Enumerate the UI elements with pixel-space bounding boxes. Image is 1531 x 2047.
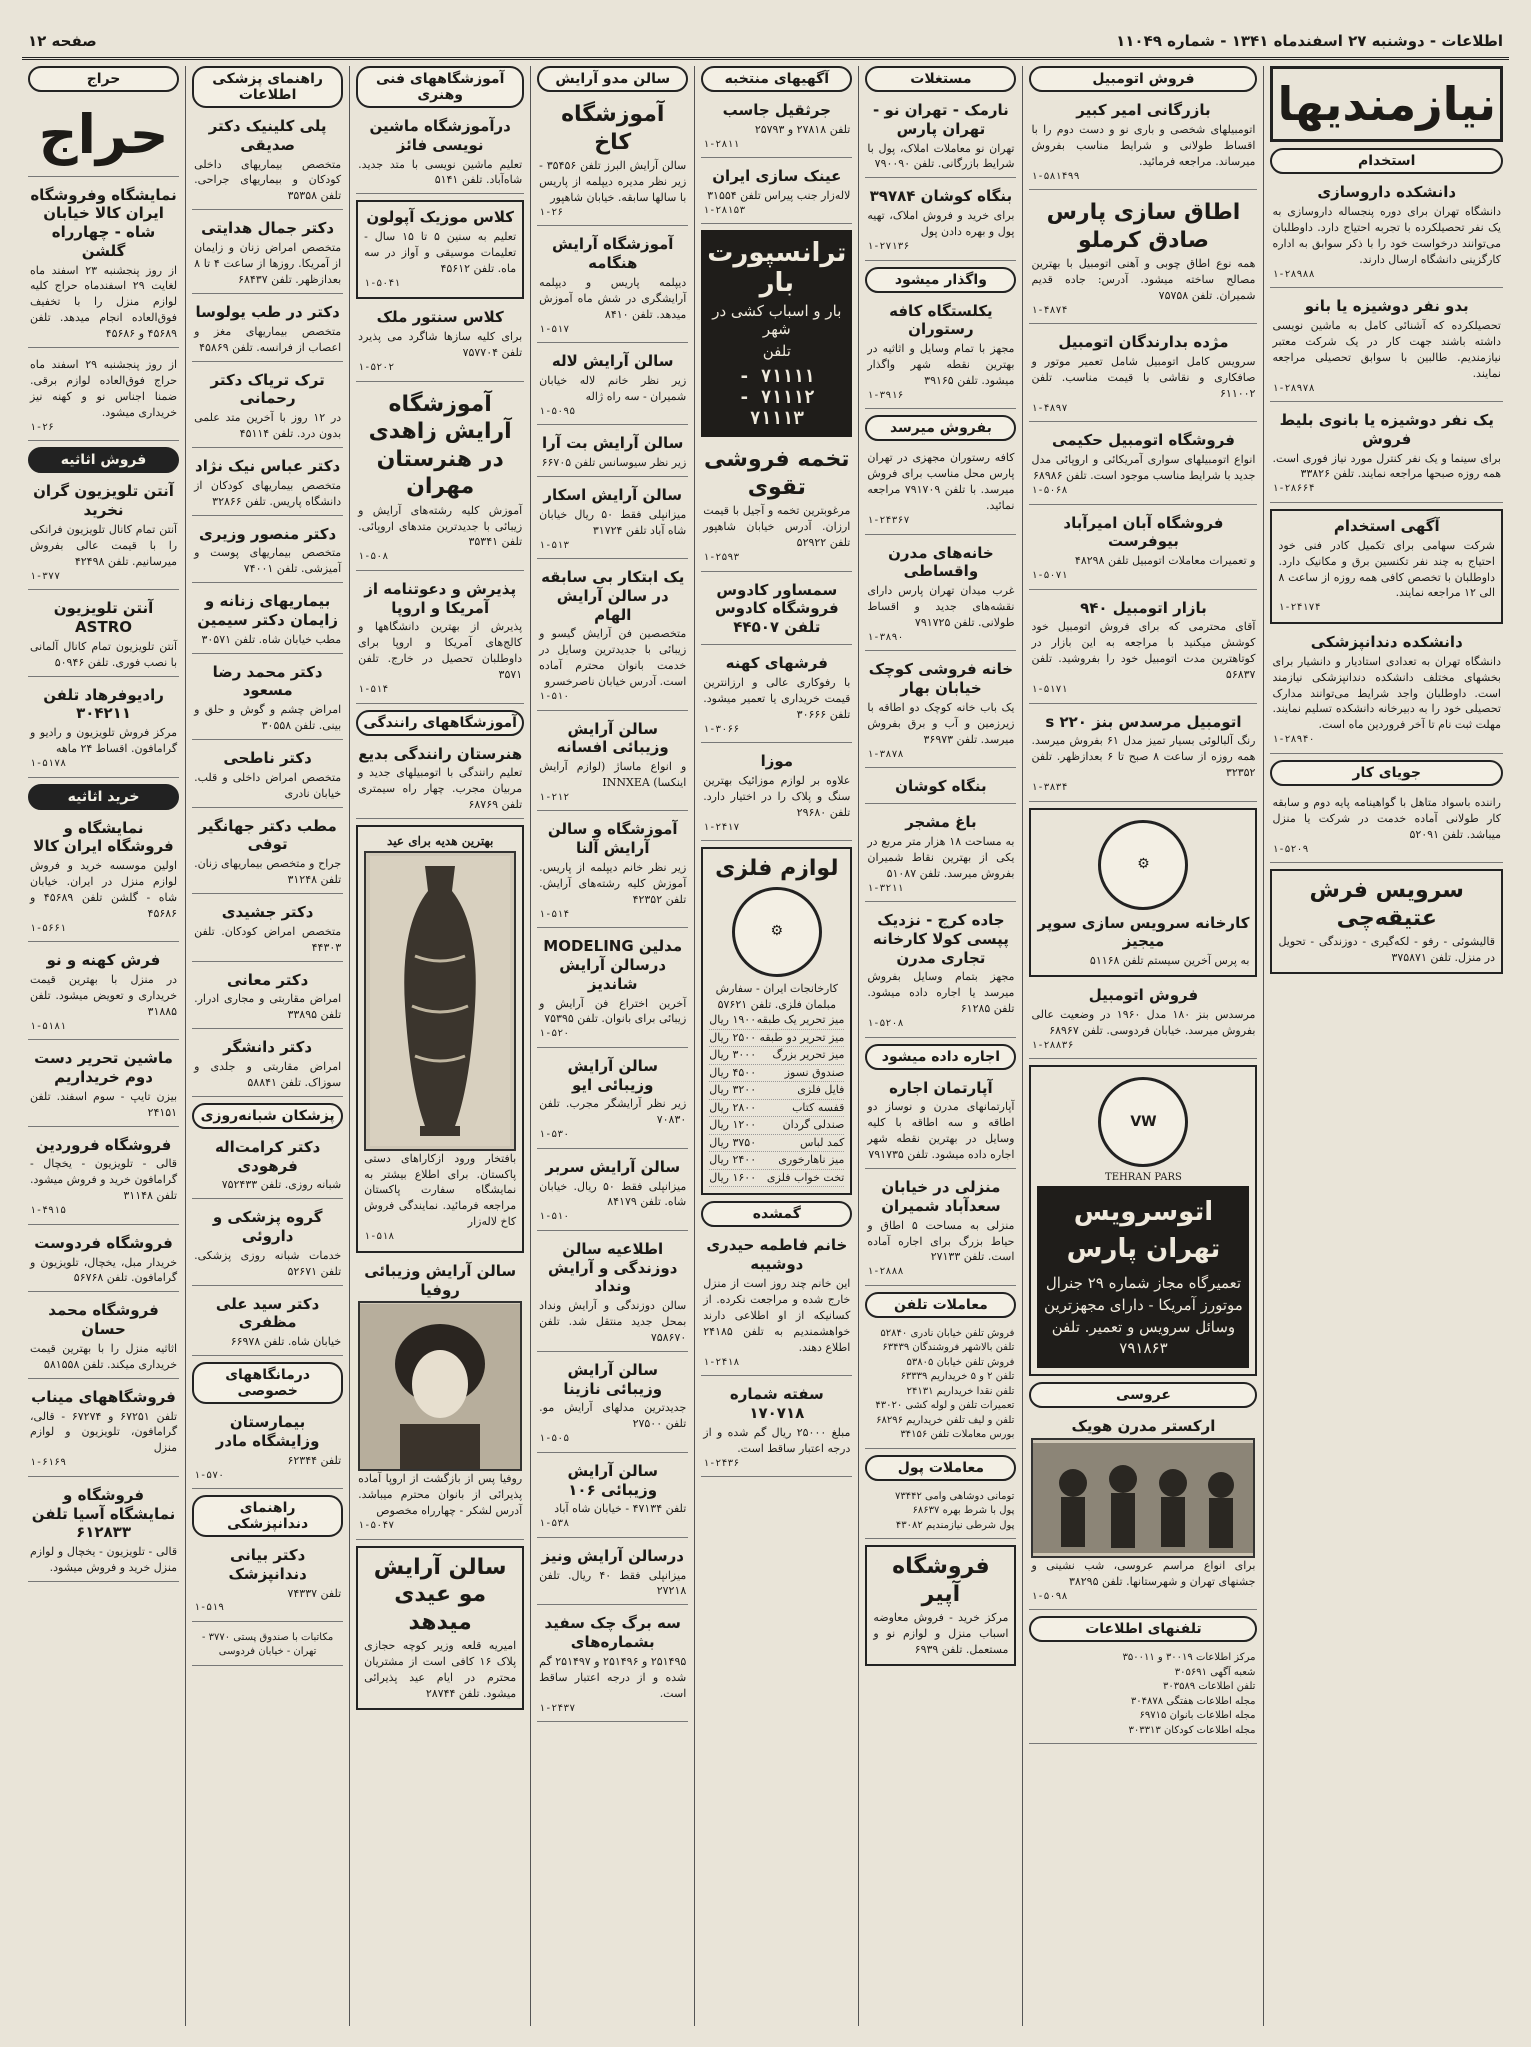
ad-item: سالن آرایش وزیبائی نازینا جدیدترین مدلهای آرایش مو. تلفن ۲۷۵۰۰ ۱-۵۰۵ (537, 1358, 688, 1453)
ad-item: سالن آرایش وزیبائی افسانه و انواع ماساژ (لوازم آرایش اینکسا) INNXEA ۱-۲۱۲ (537, 717, 688, 812)
ad-item: فروشگاه محمد حسان اثاثیه منزل را با بهترین قیمت خریداری میکند. تلفن ۵۸۱۵۵۸ (28, 1298, 179, 1378)
column-salons (530, 66, 694, 2026)
ad-item: تخمه فروشی تقوی مرغوبترین تخمه و آجیل با قیمت ارزان. آدرس خیابان شاهپور تلفن ۵۲۹۲۲ ۱-۲۵۹۳ (701, 443, 852, 571)
ad-apir-store: فروشگاه آپیر مرکز خرید - فروش معاوضه اسباب منزل و لوازم نو و مستعمل. تلفن ۶۹۳۹ (865, 1545, 1016, 1666)
ad-item: دکتر سید علی مظفری خیابان شاه. تلفن ۶۶۹۷۸ (192, 1292, 343, 1356)
ad-item: بنگاه کوشان ۳۹۷۸۴ برای خرید و فروش املاک، تهیه پول و بهره دادن پول ۱-۲۷۱۳۶ (865, 184, 1016, 260)
ad-item: ⚙ کارخانه سرویس سازی سوپر میجیز به پرس آخرین سیستم تلفن ۵۱۱۶۸ (1029, 808, 1257, 977)
ad-rofia: سالن آرایش وزیبائی روفیا روفیا پس از بازگشت از اروپا آماده پذیرائی از بانوان محترم میباشد. آدرس لشکر - چهارراه مخصوص ۱-۵۰۴۷ (356, 1259, 524, 1540)
ad-item: باغ مشجر به مساحت ۱۸ هزار متر مربع در یکی از بهترین نقاط شمیران بفروش میرسد. تلفن ۵۱۰۸۷ ۱-۳۲۱۱ (865, 810, 1016, 902)
issue-info: اطلاعات - دوشنبه ۲۷ اسفندماه ۱۳۴۱ - شماره ۱۱۰۴۹ (1116, 31, 1503, 50)
orchestra-illustration-icon (1033, 1443, 1253, 1553)
ad-item: نمایشگاه و فروشگاه ایران کالا اولین موسسه خرید و فروش لوازم منزل در ایران. خیابان شاه - گلشن تلفن ۴۵۶۸۹ و ۴۵۶۸۶ ۱-۵۶۶۱ (28, 816, 179, 943)
ad-auction-title: حراج (28, 98, 179, 177)
section-head-info-phones: تلفنهای اطلاعات (1029, 1616, 1257, 1642)
ad-item: دکتر معانی امراض مقاربتی و مجاری ادرار. تلفن ۳۳۸۹۵ (192, 968, 343, 1030)
ad-item: جرثقیل جاسب تلفن ۲۷۸۱۸ و ۲۵۷۹۳ ۱-۲۸۱۱ (701, 98, 852, 158)
section-head-employment: استخدام (1270, 148, 1503, 174)
ad-item: سه برگ چک سفید بشماره‌های ۲۵۱۴۹۵ و ۲۵۱۴۹۶ و ۲۵۱۴۹۷ گم شده و از درجه اعتبار ساقط است. ۱-۲۴۳۷ (537, 1611, 688, 1722)
ad-item: کافه رستوران مجهزی در تهران پارس محل مناسب برای فروش میرسد. با تلفن ۷۹۱۷۰۹ مراجعه نمائید. ۱-۲۴۳۶۷ (865, 447, 1016, 534)
ad-item: دکتر جشیدی متخصص امراض کودکان. تلفن ۴۴۳۰۳ (192, 900, 343, 962)
section-head-dental: راهنمای دندانپزشکی (192, 1495, 343, 1537)
car-logo-icon: ⚙ (1098, 820, 1188, 910)
ad-item: فروشگاههای میناب تلفن ۶۷۲۵۱ و ۶۷۲۷۴ - قالی، گرامافون، تلویزیون و لوازم منزل ۱-۶۱۶۹ (28, 1385, 179, 1477)
ad-item: اطلاعیه سالن دوزندگی و آرایش ونداد سالن دوزندگی و آرایش ونداد بمحل جدید منتقل شد. تلفن ۷۵۸۶۷۰ (537, 1237, 688, 1352)
ad-item: سالن آرایش اسکار میزانپلی فقط ۵۰ ریال خیابان شاه آباد تلفن ۳۱۷۲۴ ۱-۵۱۳ (537, 483, 688, 559)
section-head-selected: آگهیهای منتخبه (701, 66, 852, 92)
vase-caption: بهترین هدیه برای عید (387, 834, 494, 849)
logo-caption: TEHRAN PARS (1105, 1172, 1182, 1184)
ad-item: آموزشگاه و سالن آرایش آلنا زیر نظر خانم دیپلمه از پاریس. آموزش کلیه رشته‌های آرایش. تلفن ۴۲۳۵۲ ۱-۵۱۴ (537, 817, 688, 928)
section-head-furniture-buy: خرید اثاثیه (28, 784, 179, 810)
ad-item: کلاس موزیک آپولون تعلیم به سنین ۵ تا ۱۵ سال - تعلیمات موسیقی و آواز در سه ماه. تلفن ۴۵۶۱۲ ۱-۵۰۴۱ (356, 200, 524, 299)
ad-item: ماشین تحریر دست دوم خریداریم بیزن تایپ - سوم اسفند. تلفن ۲۴۱۵۱ (28, 1046, 179, 1126)
section-head-auction: حراج (28, 66, 179, 92)
ad-item: اطاق سازی پارس صادق کرملو همه نوع اطاق چوبی و آهنی اتومبیل با بهترین مصالح ساخته میشود. آدرس: جاده قدیم شمیران. تلفن ۷۵۷۵۸ ۱-۴۸۷۴ (1029, 196, 1257, 324)
mailing-footer: مکاتبات با صندوق پستی ۳۷۷۰ - تهران - خیابان فردوسی (192, 1628, 343, 1666)
column-selected (694, 66, 858, 2026)
section-head-money-trade: معاملات پول (865, 1455, 1016, 1481)
ad-item: فروشگاه فروردین قالی - تلویزیون - یخچال - گرامافون خرید و فروش میشود. تلفن ۳۱۱۴۸ ۱-۴۹۱۵ (28, 1133, 179, 1225)
ad-item: سالن آرایش لاله زیر نظر خانم لاله خیابان شمیران - سه راه ژاله ۱-۵۰۹۵ (537, 349, 688, 425)
ad-item: آگهی استخدام شرکت سهامی برای تکمیل کادر فنی خود احتیاج به چند نفر تکنسین برق و مکانیک دارد. داوطلبان با تخصص کافی همه روزه از ساعت ۸ الی ۱۲ مراجعه نمایند. ۱-۲۴۱۷۴ (1270, 509, 1503, 624)
section-head-medical: راهنمای پزشکی اطلاعات (192, 66, 343, 108)
section-head-salons: سالن مدو آرایش (537, 66, 688, 92)
column-auto (1022, 66, 1263, 2026)
ad-item: درآموزشگاه ماشین نویسی فائز تعلیم ماشین نویسی با متد جدید. شاه‌آباد. تلفن ۵۱۴۱ (356, 114, 524, 194)
ad-item: موزا علاوه بر لوازم موزائیک بهترین سنگ و پلاک را در اختیار دارد. تلفن ۲۹۶۸۰ ۱-۲۴۱۷ (701, 749, 852, 841)
ad-carpet-service: سرویس فرش عتیقه‌چی قالیشوئی - رفو - لکه‌گیری - دوزندگی - تحویل در منزل. تلفن ۳۷۵۸۷۱ (1270, 869, 1503, 974)
ad-item: درسالن آرایش ونیز میزانپلی فقط ۴۰ ریال. تلفن ۲۷۲۱۸ (537, 1544, 688, 1606)
section-head-transfer: واگذار میشود (865, 267, 1016, 293)
ad-item: از روز پنجشنبه ۲۹ اسفند ماه حراج فوق‌العاده لوازم برقی. ضمنا اجناس نو و کهنه نیز خریداری میشود. ۱-۲۶ (28, 354, 179, 441)
ad-item: دکتر دانشگر امراض مقاربتی و جلدی و سوزاک. تلفن ۵۸۸۴۱ (192, 1035, 343, 1097)
column-auction (22, 66, 185, 2026)
ad-item: پلی کلینیک دکتر صدیقی متخصص بیماریهای داخلی کودکان و بیماریهای جراحی. تلفن ۳۵۳۵۸ (192, 114, 343, 210)
section-head-auto: فروش اتومبیل (1029, 66, 1257, 92)
ad-item: آموزشگاه آرایش زاهدی در هنرستان مهران آموزش کلیه رشته‌های آرایش و زیبائی با جدیدترین متدهای اروپائی. تلفن ۳۵۳۴۱ ۱-۵۰۸ (356, 388, 524, 571)
ad-item: فروشگاه و نمایشگاه آسیا تلفن ۶۱۲۸۳۳ قالی - تلویزیون - یخچال و لوازم منزل خرید و فروش میشود. (28, 1483, 179, 1582)
ad-metal-furniture: لوازم فلزی ⚙ کارخانجات ایران - سفارش مبلمان فلزی. تلفن ۵۷۶۲۱ میز تحریر یک طبقه ۱۹۰۰ ریال میز تحریر دو طبقه ۲۵۰۰ ریال میز تحریر بزرگ ۳۰۰۰ ریال صندوق نسوز ۴۵۰۰ ریال فایل فلزی ۳۲۰۰ ریال قفسه کتاب ۲۸۰۰ ریال صندلی گردان ۱۲۰۰ ریال کمد لباس ۳۷۵۰ ریال میز ناهارخوری ۲۴۰۰ ریال تخت خواب فلزی ۱۶۰۰ ریال (701, 847, 852, 1195)
ad-item: دانشکده داروسازی دانشگاه تهران برای دوره پنجساله داروسازی به یک نفر تحصیلکرده با تجربه احتیاج دارد. داوطلبان می‌توانند درخواست خود را با ذکر سوابق به اداره کارگزینی دانشگاه ارسال دارند. ۱-۲۸۹۸۸ (1270, 180, 1503, 288)
section-head-driving: آموزشگاههای رانندگی (356, 710, 524, 736)
ad-item: بیمارستان وزایشگاه مادر تلفن ۶۲۳۴۴ ۱-۵۷۰ (192, 1410, 343, 1489)
orchestra-photo (1031, 1438, 1255, 1558)
ad-item: یک نفر دوشیزه یا بانوی بلیط فروش برای سینما و یک نفر کنترل مورد نیاز فوری است. همه روزه صبحها مراجعه نمایند. تلفن ۳۳۸۲۶ ۱-۲۸۶۶۴ (1270, 408, 1503, 503)
section-head-job-seekers: جویای کار (1270, 760, 1503, 786)
ad-item: خانم فاطمه حیدری دوشیبه این خانم چند روز است از منزل خارج شده و مراجعت نکرده. از کسانیکه از او اطلاعی دارند خواهشمندیم به تلفن ۲۴۱۸۵ اطلاع دهند. ۱-۲۴۱۸ (701, 1233, 852, 1376)
section-head-furniture-sale: فروش اثاثیه (28, 447, 179, 473)
phone-trade-list: فروش تلفن خیابان نادری ۵۲۸۴۰ تلفن بالاشهر فروشندگان ۶۳۴۳۹ فروش تلفن خیابان ۵۳۸۰۵ تلفن ۲ و ۵ خریداریم ۶۳۳۳۹ تلفن نقدا خریداریم ۲۴۱۳۱ تعمیرات تلفن و لوله کشی ۴۳۰۲۰ تلفن و لیف تلفن خریداریم ۶۸۲۹۶ بورس معاملات تلفن ۳۴۱۵۶ (865, 1324, 1016, 1449)
tehran-pars-block: اتوسرویس تهران پارس تعمیرگاه مجاز شماره ۲۹ جنرال موتورز آمریکا - دارای مجهزترین وسائل سرویس و تعمیر. تلفن ۷۹۱۸۶۳ (1037, 1186, 1249, 1368)
info-phone-list: مرکز اطلاعات ۳۰۰۱۹ و ۳۵۰۰۱۱ شعبه آگهی ۳۰۵۶۹۱ تلفن اطلاعات ۳۰۳۵۸۹ مجله اطلاعات هفتگی ۳۰۴۸۷۸ مجله اطلاعات بانوان ۶۹۷۱۵ مجله اطلاعات کودکان ۳۰۳۳۱۳ (1029, 1648, 1257, 1744)
ad-item: نارمک - تهران نو - تهران پارس تهران نو معاملات املاک، پول با شرایط بازرگانی. تلفن ۷۹۰۰۹۰ (865, 98, 1016, 178)
column-employment (1263, 66, 1509, 2026)
ad-item: عینک سازی ایران لاله‌زار جنب پیراس تلفن ۳۱۵۵۴ ۱-۲۸۱۵۳ (701, 164, 852, 224)
page-number: صفحه ۱۲ (28, 31, 97, 50)
section-head-private-clinics: درمانگاههای خصوصی (192, 1362, 343, 1404)
price-list: میز تحریر یک طبقه ۱۹۰۰ ریال میز تحریر دو طبقه ۲۵۰۰ ریال میز تحریر بزرگ ۳۰۰۰ ریال صندوق نسوز ۴۵۰۰ ریال فایل فلزی ۳۲۰۰ ریال قفسه کتاب ۲۸۰۰ ریال صندلی گردان ۱۲۰۰ ریال کمد لباس ۳۷۵۰ ریال میز ناهارخوری ۲۴۰۰ ریال تخت خواب فلزی ۱۶۰۰ ریال (709, 1012, 844, 1187)
section-head-for-sale: بفروش میرسد (865, 415, 1016, 441)
ad-item: ارکستر مدرن هویک برای انواع مراسم عروسی، شب نشینی و جشنهای تهران و شهرستانها. تلفن ۳۸۲۹۵ ۱-۵۰۹۸ (1029, 1414, 1257, 1610)
ad-item: سالن آرایش سربر میزانپلی فقط ۵۰ ریال. خیابان شاه. تلفن ۸۴۱۷۹ ۱-۵۱۰ (537, 1155, 688, 1231)
ad-item: سالن آرایش وزیبائی ۱۰۶ تلفن ۴۷۱۳۴ - خیابان شاه آباد ۱-۵۳۸ (537, 1459, 688, 1538)
ad-item: یک ابتکار بی سابقه در سالن آرایش الهام متخصصین فن آرایش گیسو و زیبائی با جدیدترین وسایل در خدمت بانوان محترم آماده است. آدرس خیابان ناصرخسرو ۱-۵۱۰ (537, 565, 688, 711)
ad-item: خانه فروشی کوچک خیابان بهار یک باب خانه کوچک دو اطاقه با زیرزمین و آب و برق بفروش میرسد. تلفن ۳۶۹۷۳ ۱-۳۸۷۸ (865, 657, 1016, 768)
ad-item: بیماریهای زنانه و زایمان دکتر سیمین مطب خیابان شاه. تلفن ۳۰۵۷۱ (192, 589, 343, 653)
ad-item: جاده کرج - نزدیک پپسی کولا کارخانه تجاری مدرن مجهز بتمام وسایل بفروش میرسد یا اجاره داده میشود. تلفن ۶۱۲۸۵ ۱-۵۲۰۸ (865, 908, 1016, 1038)
portrait-illustration-icon (360, 1304, 520, 1469)
vw-logo-icon: VW (1098, 1077, 1188, 1167)
ad-item: آموزشگاه آرایش هنگامه دیپلمه پاریس و دیپلمه آرایشگری در شش ماه آموزش میدهد. تلفن ۸۴۱۰ ۱-۵۱۷ (537, 232, 688, 343)
ad-tehran-pars (1029, 1065, 1257, 1376)
ad-item: آموزشگاه کاخ سالن آرایش البرز تلفن ۳۵۴۵۶ - زیر نظر مدیره دیپلمه از پاریس با سالها سابقه. خیابان شاهپور ۱-۲۶ (537, 98, 688, 226)
gear-logo-icon: ⚙ (732, 887, 822, 977)
ad-item: سفته شماره ۱۷۰۷۱۸ مبلغ ۲۵۰۰۰ ریال گم شده و از درجه اعتبار ساقط است. ۱-۲۴۳۶ (701, 1382, 852, 1477)
ad-item: یکلستگاه کافه رستوران مجهز با تمام وسایل و اثاثیه در بهترین نقطه شهر واگذار میشود. تلفن ۳۹۱۶۵ ۱-۳۹۱۶ (865, 299, 1016, 410)
ad-item: فروشگاه آبان امیرآباد بیوفرست و تعمیرات معاملات اتومبیل تلفن ۴۸۲۹۸ ۱-۵۰۷۱ (1029, 511, 1257, 590)
ad-item: فرشهای کهنه با رفوکاری عالی و ارزانترین قیمت خریداری یا تعمیر میشود. تلفن ۳۰۶۶۶ ۱-۳۰۶۶ (701, 651, 852, 743)
ad-item: فرش کهنه و نو در منزل با بهترین قیمت خریداری و تعویض میشود. تلفن ۳۱۸۸۵ ۱-۵۱۸۱ (28, 948, 179, 1040)
column-medical (185, 66, 349, 2026)
ad-item: مژده بدارندگان اتومبیل سرویس کامل اتومبیل شامل تعمیر موتور و صافکاری و نقاشی با قیمت مناسب. تلفن ۶۱۱۰۰۲ ۱-۴۸۹۷ (1029, 330, 1257, 422)
classifieds-banner: نیازمندیها (1270, 66, 1503, 142)
section-head-lost: گمشده (701, 1201, 852, 1227)
ad-item: بازرگانی امیر کبیر اتومبیلهای شخصی و باری نو و دست دوم را با اقساط طولانی و شرایط مناسب بفروش میرساند. مراجعه فرمائید. ۱-۵۸۱۴۹۹ (1029, 98, 1257, 190)
section-head-assets: مستغلات (865, 66, 1016, 92)
ad-item: بازار اتومبیل ۹۴۰ آقای محترمی که برای فروش اتومبیل خود کوشش میکنید با مراجعه به این بازار در کوتاهترین مدت اتومبیل خود را بفروشید. تلفن ۵۶۸۳۷ ۱-۵۱۷۱ (1029, 596, 1257, 704)
section-head-night-doctors: پزشکان شبانه‌روزی (192, 1103, 343, 1129)
ad-item: سمساور کادوس فروشگاه کادوس تلفن ۴۴۵۰۷ (701, 578, 852, 645)
column-real-estate (858, 66, 1022, 2026)
ad-item: اتومبیل مرسدس بنز ۲۲۰ s رنگ آلبالوئی بسیار تمیز مدل ۶۱ بفروش میرسد. همه روزه از ساعت ۸ صبح تا ۶ بعدازظهر. تلفن ۳۲۳۵۲ ۱-۳۸۳۴ (1029, 710, 1257, 802)
ad-item: هنرستان رانندگی بدیع تعلیم رانندگی با اتومبیلهای جدید و مربیان مجرب. چهار راه سیمتری تلفن ۶۸۷۶۹ (356, 742, 524, 820)
ad-item: رادیوفرهاد تلفن ۳۰۴۲۱۱ مرکز فروش تلویزیون و رادیو و گرامافون. اقساط ۲۴ ماهه ۱-۵۱۷۸ (28, 683, 179, 778)
ad-item: منزلی در خیابان سعدآباد شمیران منزلی به مساحت ۵ اطاق و حیاط بزرگ برای اجاره آماده است. تلفن ۲۷۱۳۳ ۱-۲۸۸۸ (865, 1175, 1016, 1286)
ad-item: فروشگاه اتومبیل حکیمی انواع اتومبیلهای سواری آمریکائی و اروپائی مدل جدید با شرایط مناسب موجود است. تلفن ۶۸۹۸۶ ۱-۵۰۶۸ (1029, 428, 1257, 504)
section-head-rent: اجاره داده میشود (865, 1044, 1016, 1070)
ad-item: پذیرش و دعوتنامه از آمریکا و اروپا پذیرش از بهترین دانشگاهها و کالج‌های آمریکا و اروپا برای داوطلبان تحصیل در خارج. تلفن ۳۵۷۱ ۱-۵۱۴ (356, 577, 524, 704)
ad-item: فروش اتومبیل مرسدس بنز ۱۸۰ مدل ۱۹۶۰ در وضعیت عالی بفروش میرسد. خیابان فردوسی. تلفن ۶۸۹۶۷ ۱-۲۸۸۳۶ (1029, 983, 1257, 1059)
section-head-wedding: عروسی (1029, 1382, 1257, 1408)
ad-item: آنتن تلویزیون گران نخرید آنتن تمام کانال تلویزیون فرانکی را با قیمت عالی بفروش میرسانیم. تلفن ۴۲۴۹۸ ۱-۳۷۷ (28, 479, 179, 590)
masthead (22, 30, 1509, 60)
ad-item: دانشکده دندانپزشکی دانشگاه تهران به تعدادی استادیار و دانشیار برای بخشهای مختلف دانشکده دندانپزشکی نیازمند است. داوطلبان واجد شرایط می‌توانند مدارک تحصیلی خود را به دبیرخانه دانشکده تسلیم نمایند. مهلت ثبت نام تا آخر فروردین ماه است. ۱-۲۸۹۴۰ (1270, 630, 1503, 754)
ad-item: مدلین MODELING درسالن آرایش شاندیز آخرین اختراع فن آرایش و زیبائی برای بانوان. تلفن ۷۵۳۹۵ ۱-۵۲۰ (537, 934, 688, 1048)
columns (22, 66, 1509, 2026)
ad-item: بدو نفر دوشیزه یا بانو تحصیلکرده که آشنائی کامل به ماشین نویسی داشته باشند جهت کار در یک شرکت معتبر نیازمندیم. طالبین با سوابق تحصیلی مراجعه نمایند. ۱-۲۸۹۷۸ (1270, 294, 1503, 402)
ad-item: کلاس سنتور ملک برای کلیه سازها شاگرد می پذیرد تلفن ۷۵۷۷۰۴ ۱-۵۲۰۲ (356, 305, 524, 381)
vase-illustration-icon (370, 856, 510, 1146)
ad-vase: بهترین هدیه برای عید بافتخار ورود ازکاراهای دستی پاکستان. برای اطلاع بیشتر به نمایشگاه سفارت پاکستان مراجعه فرمائید. نمایندگی فروش کاخ لاله‌زار ۱-۵۱۸ (356, 825, 524, 1253)
ad-item: دکتر منصور وزیری متخصص بیماریهای پوست و آمیزشی. تلفن ۷۴۰۰۱ (192, 522, 343, 584)
ad-item: آنتن تلویزیون ASTRO آنتن تلویزیون تمام کانال آلمانی با نصب فوری. تلفن ۵۰۹۴۶ (28, 596, 179, 676)
column-arts (349, 66, 530, 2026)
ad-item: دکتر بیانی دندانپزشک تلفن ۷۴۳۳۷ ۱-۵۱۹ (192, 1543, 343, 1622)
money-trade-list: تومانی دوشاهی وامی ۷۳۴۴۲ پول با شرط بهره ۶۸۶۳۷ پول شرطی نیازمندیم ۴۳۰۸۲ (865, 1487, 1016, 1540)
ad-item: گروه پزشکی و داروئی خدمات شبانه روزی پزشکی. تلفن ۵۲۶۷۱ (192, 1205, 343, 1285)
ad-item: دکتر کرامت‌اله فرهودی شبانه روزی. تلفن ۷۵۲۴۳۳ (192, 1135, 343, 1199)
ad-item: بنگاه کوشان (865, 774, 1016, 804)
section-head-phone-trade: معاملات تلفن (865, 1292, 1016, 1318)
section-head-arts: آموزشگاههای فنی وهنری (356, 66, 524, 108)
ad-item: دکتر محمد رضا مسعود امراض چشم و گوش و حلق و بینی. تلفن ۳۰۵۵۸ (192, 660, 343, 740)
ad-item: سالن آرایش وزیبائی ایو زیر نظر آرایشگر مجرب. تلفن ۷۰۸۳۰ ۱-۵۳۰ (537, 1054, 688, 1149)
ad-item: فروشگاه فردوست خریدار مبل، یخچال، تلویزیون و گرامافون. تلفن ۵۶۷۶۸ (28, 1231, 179, 1293)
ad-item: خانه‌های مدرن واقساطی غرب میدان تهران پارس دارای نقشه‌های جدید و اقساط طولانی. تلفن ۷۹۱۷۲۵ ۱-۳۸۹۰ (865, 541, 1016, 652)
ad-transport: ترانسپورت بار بار و اسباب کشی در شهر تلفن ۷۱۱۱۱ - ۷۱۱۱۲ - ۷۱۱۱۳ (701, 230, 852, 437)
ad-hair-salon: سالن آرایش مو عیدی میدهد امیریه قلعه وزیر کوچه حجازی پلاک ۱۶ کافی است از مشتریان محترم در ایام عید پذیرائی میشود. تلفن ۲۸۷۴۴ (356, 1546, 524, 1710)
ad-item: دکتر در طب یولوسا متخصص بیماریهای مغز و اعصاب از فرانسه. تلفن ۴۵۸۶۹ (192, 300, 343, 362)
portrait-photo (358, 1301, 522, 1471)
ad-item: راننده باسواد متاهل با گواهینامه پایه دوم و سابقه کار طولانی آماده خدمت در شرکت یا منزل میباشد. تلفن ۵۲۰۹۱ ۱-۵۲۰۹ (1270, 792, 1503, 863)
ad-item: دکتر عباس نیک نژاد متخصص بیماریهای کودکان از دانشگاه پاریس. تلفن ۳۲۸۶۶ (192, 454, 343, 516)
ad-item: سالن آرایش بت آرا زیر نظر سیوسانس تلفن ۶۶۷۰۵ (537, 431, 688, 477)
ad-item: نمایشگاه وفروشگاه ایران کالا خیابان شاه - چهارراه گلشن از روز پنجشنبه ۲۳ اسفند ماه لغایت ۲۹ اسفندماه حراج کلیه لوازم منزل را با تخفیف فوق‌العاده انجام میدهد. تلفن ۴۵۶۸۹ و ۴۵۶۸۶ (28, 183, 179, 349)
ad-item: دکتر جمال هدایتی متخصص امراض زنان و زایمان از آمریکا. روزها از ساعت ۴ تا ۸ بعدازظهر. تلفن ۶۸۴۳۷ (192, 216, 343, 294)
ad-item: ترک تریاک دکتر رحمانی در ۱۲ روز با آخرین متد علمی بدون درد. تلفن ۴۵۱۱۴ (192, 368, 343, 448)
ad-item: مطب دکتر جهانگیر توفی جراح و متخصص بیماریهای زنان. تلفن ۳۱۲۴۸ (192, 814, 343, 894)
vase-photo (364, 851, 516, 1151)
ad-item: آپارتمان اجاره آپارتمانهای مدرن و نوساز دو اطاقه و سه اطاقه با کلیه وسایل در بهترین نقطه شهر اجاره داده میشود. تلفن ۷۹۱۷۳۵ (865, 1076, 1016, 1170)
ad-item: دکتر ناطحی متخصص امراض داخلی و قلب. خیابان نادری (192, 746, 343, 808)
